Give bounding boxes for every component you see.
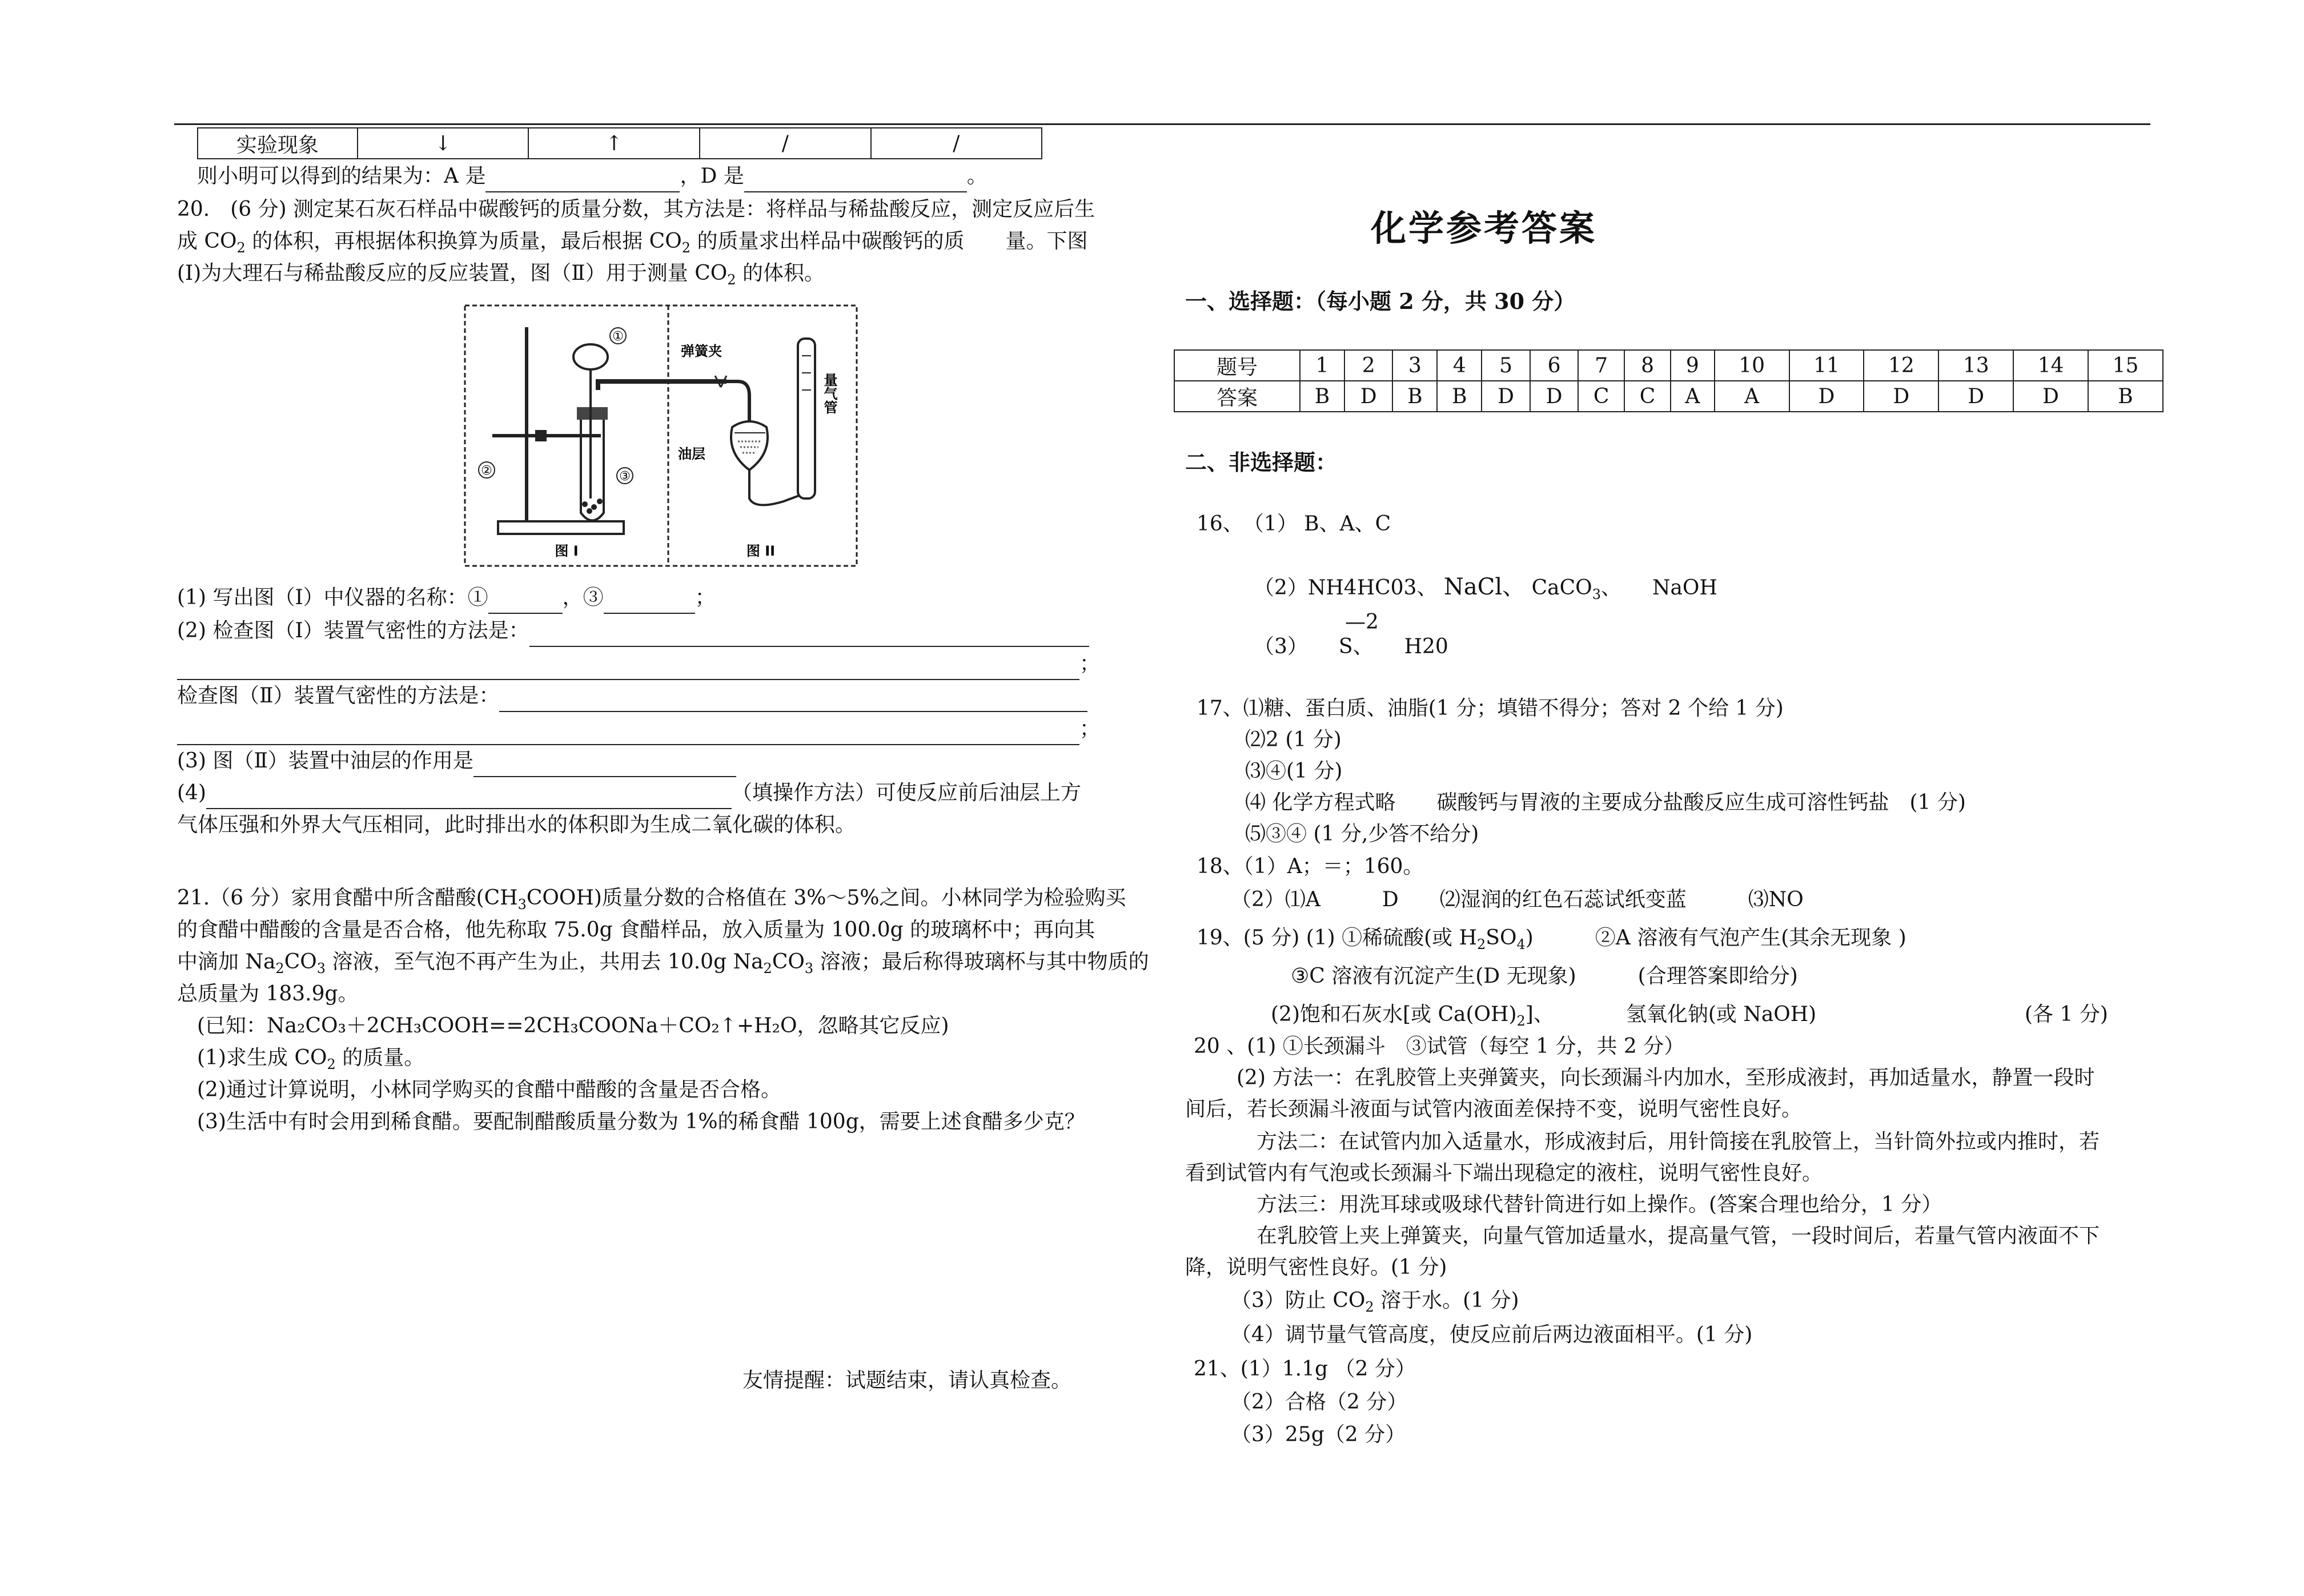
row-label-number: 题号 xyxy=(1174,350,1300,381)
top-rule xyxy=(174,123,2150,125)
table-row xyxy=(1174,350,2163,381)
table-cell-answer: D xyxy=(2013,381,2088,412)
table-row xyxy=(198,128,1042,159)
q21-line4: 总质量为 183.9g。 xyxy=(177,982,359,1006)
section-1-heading: 一、选择题：（每小题 2 分，共 30 分） xyxy=(1185,288,1576,314)
table-cell-answer: D xyxy=(1530,381,1579,412)
table-cell: ↑ xyxy=(528,128,700,159)
q20-part4-line2: 气体压强和外界大气压相同，此时排出水的体积即为生成二氧化碳的体积。 xyxy=(177,813,856,837)
answer-19-score: (各 1 分) xyxy=(2025,1003,2108,1026)
table-cell-number: 3 xyxy=(1392,350,1437,381)
answer-17-5: ⑸③④ (1 分,少答不给分) xyxy=(1245,822,1479,846)
answer-20-5a: 在乳胶管上夹上弹簧夹，向量气管加适量水，提高量气管，一段时间后，若量气管内液面不下 xyxy=(1257,1224,2100,1248)
q20-part2b-line2: ； xyxy=(177,713,1100,745)
apparatus-figure xyxy=(464,304,858,567)
table-cell-number: 8 xyxy=(1624,350,1671,381)
answer-21-3: （3）25g（2 分） xyxy=(1231,1423,1406,1446)
q20-line2: 成 $CO_2$ 的体积，再根据体积换算为质量，最后根据 $CO_2$ 的质量求出样品中碳酸钙的质 量。下图 xyxy=(177,230,1088,256)
table-cell-number: 11 xyxy=(1789,350,1864,381)
fig1-caption: 图 I xyxy=(555,543,579,559)
table-cell-answer: A xyxy=(1715,381,1789,412)
q20-part2a: (2) 检查图（I）装置气密性的方法是： xyxy=(177,615,1089,647)
q21-ask1: (1)求生成 $CO_2$ 的质量。 xyxy=(197,1046,425,1073)
q19-result: 则小明可以得到的结果为：A 是 ，D 是 。 xyxy=(197,160,988,192)
q20-part1: (1) 写出图（I）中仪器的名称：① ，③ ； xyxy=(177,582,716,614)
table-cell-number: 14 xyxy=(2013,350,2088,381)
clamp-label: 弹簧夹 xyxy=(681,343,722,359)
table-cell-answer: B xyxy=(1392,381,1437,412)
label-3: ③ xyxy=(619,469,631,484)
label-2: ② xyxy=(481,464,492,478)
answer-20-7: （4）调节量气管高度，使反应前后两边液面相平。(1 分) xyxy=(1231,1323,1753,1346)
table-cell-answer: B xyxy=(2088,381,2163,412)
table-cell-number: 9 xyxy=(1671,350,1715,381)
answer-17-4: ⑷ 化学方程式略 碳酸钙与胃液的主要成分盐酸反应生成可溶性钙盐 (1 分) xyxy=(1245,791,1966,814)
oil-label: 油层 xyxy=(678,446,705,462)
table-cell: 实验现象 xyxy=(198,128,358,159)
answer-19-2: ③C 溶液有沉淀产生(D 无现象) (合理答案即给分) xyxy=(1291,964,1798,988)
table-cell-answer: D xyxy=(1864,381,1938,412)
answer-19-1: 19、(5 分) (1) ①稀硫酸(或 $H_2SO_4$) ②A 溶液有气泡产生(其余无现象 ) xyxy=(1197,926,1906,953)
table-cell-answer: D xyxy=(1938,381,2013,412)
answer-21-1: 21、(1）1.1g （2 分） xyxy=(1194,1357,1416,1381)
table-cell-number: 7 xyxy=(1578,350,1624,381)
table-cell-number: 10 xyxy=(1715,350,1789,381)
table-cell-answer: C xyxy=(1578,381,1624,412)
answer-21-2: （2）合格（2 分） xyxy=(1231,1390,1408,1414)
q21-line1: 21.（6 分）家用食醋中所含醋酸$(CH_3COOH)$质量分数的合格值在 3%～5%之间。小林同学为检验购买 xyxy=(177,886,1126,913)
q20-part2b: 检查图（Ⅱ）装置气密性的方法是： xyxy=(177,680,1087,712)
answer-19-3: (2)饱和石灰水[或 $Ca(OH)_2$]、 氢氧化钠(或 NaOH) xyxy=(1271,1003,1817,1030)
answer-20-3a: 方法二：在试管内加入适量水，形成液封后，用针筒接在乳胶管上，当针筒外拉或内推时，若 xyxy=(1257,1130,2100,1153)
answer-20-3b: 看到试管内有气泡或长颈漏斗下端出现稳定的液柱，说明气密性良好。 xyxy=(1185,1161,1823,1185)
fig2-caption: 图 II xyxy=(746,543,776,559)
table-cell-number: 5 xyxy=(1482,350,1530,381)
table-cell-answer: B xyxy=(1300,381,1344,412)
table-cell-answer: C xyxy=(1624,381,1671,412)
q20-line1: 20. (6 分) 测定某石灰石样品中碳酸钙的质量分数，其方法是：将样品与稀盐酸反应，测定反应后生 xyxy=(177,198,1095,221)
q21-known: (已知：Na₂CO₃＋2CH₃COOH==2CH₃COONa＋CO₂↑+H₂O，忽略其它反应) xyxy=(197,1014,949,1038)
page-title: 化学参考答案 xyxy=(1371,207,1597,249)
table-cell-answer: D xyxy=(1482,381,1530,412)
answer-17-3: ⑶④(1 分) xyxy=(1245,759,1343,783)
reminder: 友情提醒：试题结束，请认真检查。 xyxy=(742,1369,1072,1392)
table-cell-number: 13 xyxy=(1938,350,2013,381)
table-cell-answer: A xyxy=(1671,381,1715,412)
answer-16-charge: —2 xyxy=(1345,610,1379,634)
table-cell-number: 1 xyxy=(1300,350,1344,381)
table-row xyxy=(1174,381,2163,412)
answer-18-1: 18、（1）A；＝；160。 xyxy=(1197,855,1424,878)
table-cell-number: 6 xyxy=(1530,350,1579,381)
answer-17-2: ⑵2 (1 分) xyxy=(1245,728,1342,751)
row-label-answer: 答案 xyxy=(1174,381,1300,412)
q20-line3: (Ⅰ)为大理石与稀盐酸反应的反应装置，图（Ⅱ）用于测量 $CO_2$ 的体积。 xyxy=(177,262,825,288)
table-cell: / xyxy=(700,128,870,159)
table-cell: / xyxy=(871,128,1042,159)
table-cell-answer: B xyxy=(1437,381,1482,412)
q21-line3: 中滴加 $Na_2CO_3$ 溶液，至气泡不再产生为止，共用去 10.0g $Na_2CO_3$ 溶液；最后称得玻璃杯与其中物质的 xyxy=(177,950,1149,977)
answer-20-2a: (2) 方法一：在乳胶管上夹弹簧夹，向长颈漏斗内加水，至形成液封，再加适量水，静置一段时 xyxy=(1237,1066,2095,1090)
table-cell-number: 15 xyxy=(2088,350,2163,381)
answer-20-6: （3）防止 $CO_2$ 溶于水。(1 分) xyxy=(1231,1289,1519,1316)
q21-ask3: (3)生活中有时会用到稀食醋。要配制醋酸质量分数为 1%的稀食醋 100g，需要上述食醋多少克？ xyxy=(197,1110,1085,1133)
table-cell: ↓ xyxy=(358,128,529,159)
table-cell-number: 2 xyxy=(1344,350,1393,381)
q20-part3: (3) 图（Ⅱ）装置中油层的作用是 xyxy=(177,745,736,777)
q21-line2: 的食醋中醋酸的含量是否合格，他先称取 75.0g 食醋样品，放入质量为 100.0g 的玻璃杯中；再向其 xyxy=(177,918,1095,942)
answer-20-2b: 间后，若长颈漏斗液面与试管内液面差保持不变，说明气密性良好。 xyxy=(1185,1097,1803,1121)
answer-20-5b: 降，说明气密性良好。(1 分) xyxy=(1185,1256,1447,1279)
q20-part4: (4) （填操作方法）可使反应前后油层上方 xyxy=(177,777,1081,809)
label-1: ① xyxy=(612,329,624,344)
answer-16-1: 16、 （1） B、A、C xyxy=(1197,512,1391,536)
answer-20-1: 20 、(1) ①长颈漏斗 ③试管（每空 1 分，共 2 分） xyxy=(1194,1035,1685,1058)
tube-label: 量气管 xyxy=(821,373,837,414)
q21-ask2: (2)通过计算说明，小林同学购买的食醋中醋酸的含量是否合格。 xyxy=(197,1078,781,1101)
answer-16-2: （2）NH4HC03、 NaCl、 CaCO$_3$、 NaOH xyxy=(1254,574,1717,603)
q20-part2a-line2: ； xyxy=(177,648,1100,680)
section-2-heading: 二、非选择题： xyxy=(1185,449,1338,475)
table-cell-answer: D xyxy=(1344,381,1393,412)
answer-20-4: 方法三：用洗耳球或吸球代替针筒进行如上操作。(答案合理也给分，1 分） xyxy=(1257,1193,1942,1216)
answer-table xyxy=(1174,349,2163,412)
table-cell-number: 4 xyxy=(1437,350,1482,381)
answer-18-2: （2）⑴A D ⑵湿润的红色石蕊试纸变蓝 ⑶NO xyxy=(1231,888,1804,911)
table-cell-answer: D xyxy=(1789,381,1864,412)
answer-16-3: （3） S、 H20 xyxy=(1254,635,1448,658)
table-cell-number: 12 xyxy=(1864,350,1938,381)
observation-table xyxy=(197,127,1042,159)
answer-17-1: 17、⑴糖、蛋白质、油脂(1 分；填错不得分；答对 2 个给 1 分) xyxy=(1197,697,1784,720)
